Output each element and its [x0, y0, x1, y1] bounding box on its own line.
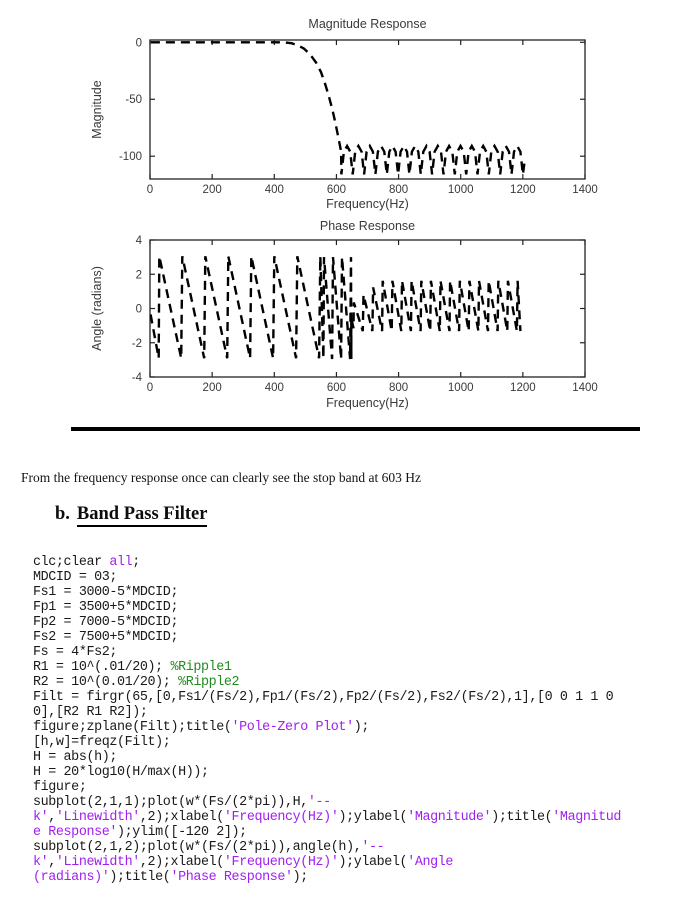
svg-text:400: 400: [264, 382, 284, 394]
svg-text:400: 400: [264, 184, 284, 196]
code-line: k','Linewidth',2);xlabel('Frequency(Hz)');ylabel('Angle: [33, 855, 454, 870]
section-divider: [71, 427, 640, 431]
code-line: H = abs(h);: [33, 750, 117, 765]
svg-text:0: 0: [146, 382, 154, 394]
svg-text:600: 600: [326, 382, 347, 394]
svg-text:800: 800: [388, 184, 409, 196]
svg-text:800: 800: [388, 382, 409, 394]
svg-text:200: 200: [202, 382, 222, 394]
code-line: Filt = firgr(65,[0,Fs1/(Fs/2),Fp1/(Fs/2),Fp2/(Fs/2),Fs2/(Fs/2),1],[0 0 1 1 0: [33, 690, 614, 705]
svg-text:1200: 1200: [510, 184, 536, 196]
chart-title: Phase Response: [319, 219, 416, 233]
svg-text:1200: 1200: [510, 382, 536, 394]
matlab-code-block: [33, 555, 621, 885]
y-axis-label: Angle (radians): [90, 266, 104, 351]
x-axis-label: Frequency(Hz): [326, 197, 409, 211]
code-line: Fs2 = 7500+5*MDCID;: [33, 630, 179, 645]
svg-text:1400: 1400: [572, 382, 598, 394]
code-line: [h,w]=freqz(Filt);: [33, 735, 171, 750]
code-line: figure;zplane(Filt);title('Pole-Zero Plot');: [33, 720, 369, 735]
code-line: Fp2 = 7000-5*MDCID;: [33, 615, 179, 630]
svg-text:1400: 1400: [572, 184, 598, 196]
heading-label: Band Pass Filter: [77, 504, 208, 527]
code-line: k','Linewidth',2);xlabel('Frequency(Hz)');ylabel('Magnitude');title('Magnitud: [33, 810, 622, 825]
code-line: subplot(2,1,1);plot(w*(Fs/(2*pi)),H,'--: [33, 795, 331, 810]
section-heading: [55, 504, 207, 525]
phase-response-chart: [0, 210, 698, 415]
svg-text:-100: -100: [118, 151, 142, 164]
svg-text:0: 0: [146, 184, 154, 196]
svg-text:1000: 1000: [447, 382, 474, 394]
svg-text:4: 4: [135, 235, 142, 247]
code-line: R1 = 10^(.01/20); %Ripple1: [33, 660, 232, 675]
code-line: 0],[R2 R1 R2]);: [33, 705, 148, 720]
code-line: e Response');ylim([-120 2]);: [33, 825, 247, 840]
svg-text:200: 200: [202, 184, 222, 196]
code-line: clc;clear all;: [33, 555, 140, 570]
svg-text:600: 600: [326, 184, 347, 196]
heading-prefix: b.: [55, 504, 70, 524]
code-line: H = 20*log10(H/max(H));: [33, 765, 209, 780]
code-line: (radians)');title('Phase Response');: [33, 870, 308, 885]
x-axis-label: Frequency(Hz): [326, 396, 409, 410]
code-line: R2 = 10^(0.01/20); %Ripple2: [33, 675, 240, 690]
code-line: Fp1 = 3500+5*MDCID;: [33, 600, 179, 615]
code-line: figure;: [33, 780, 87, 795]
code-line: Fs1 = 3000-5*MDCID;: [33, 585, 179, 600]
svg-text:2: 2: [135, 269, 142, 282]
code-line: Fs = 4*Fs2;: [33, 645, 117, 660]
svg-text:0: 0: [135, 37, 142, 50]
svg-text:-50: -50: [125, 94, 142, 107]
svg-text:1000: 1000: [447, 184, 474, 196]
code-line: subplot(2,1,2);plot(w*(Fs/(2*pi)),angle(h),'--: [33, 840, 385, 855]
body-text: From the frequency response once can clearly see the stop band at 603 Hz: [21, 469, 421, 485]
y-axis-label: Magnitude: [90, 80, 104, 139]
svg-text:-2: -2: [131, 337, 142, 350]
chart-title: Magnitude Response: [308, 17, 427, 31]
magnitude-response-chart: [0, 0, 698, 212]
svg-text:0: 0: [135, 303, 142, 316]
code-line: MDCID = 03;: [33, 570, 117, 585]
svg-text:-4: -4: [131, 372, 142, 384]
